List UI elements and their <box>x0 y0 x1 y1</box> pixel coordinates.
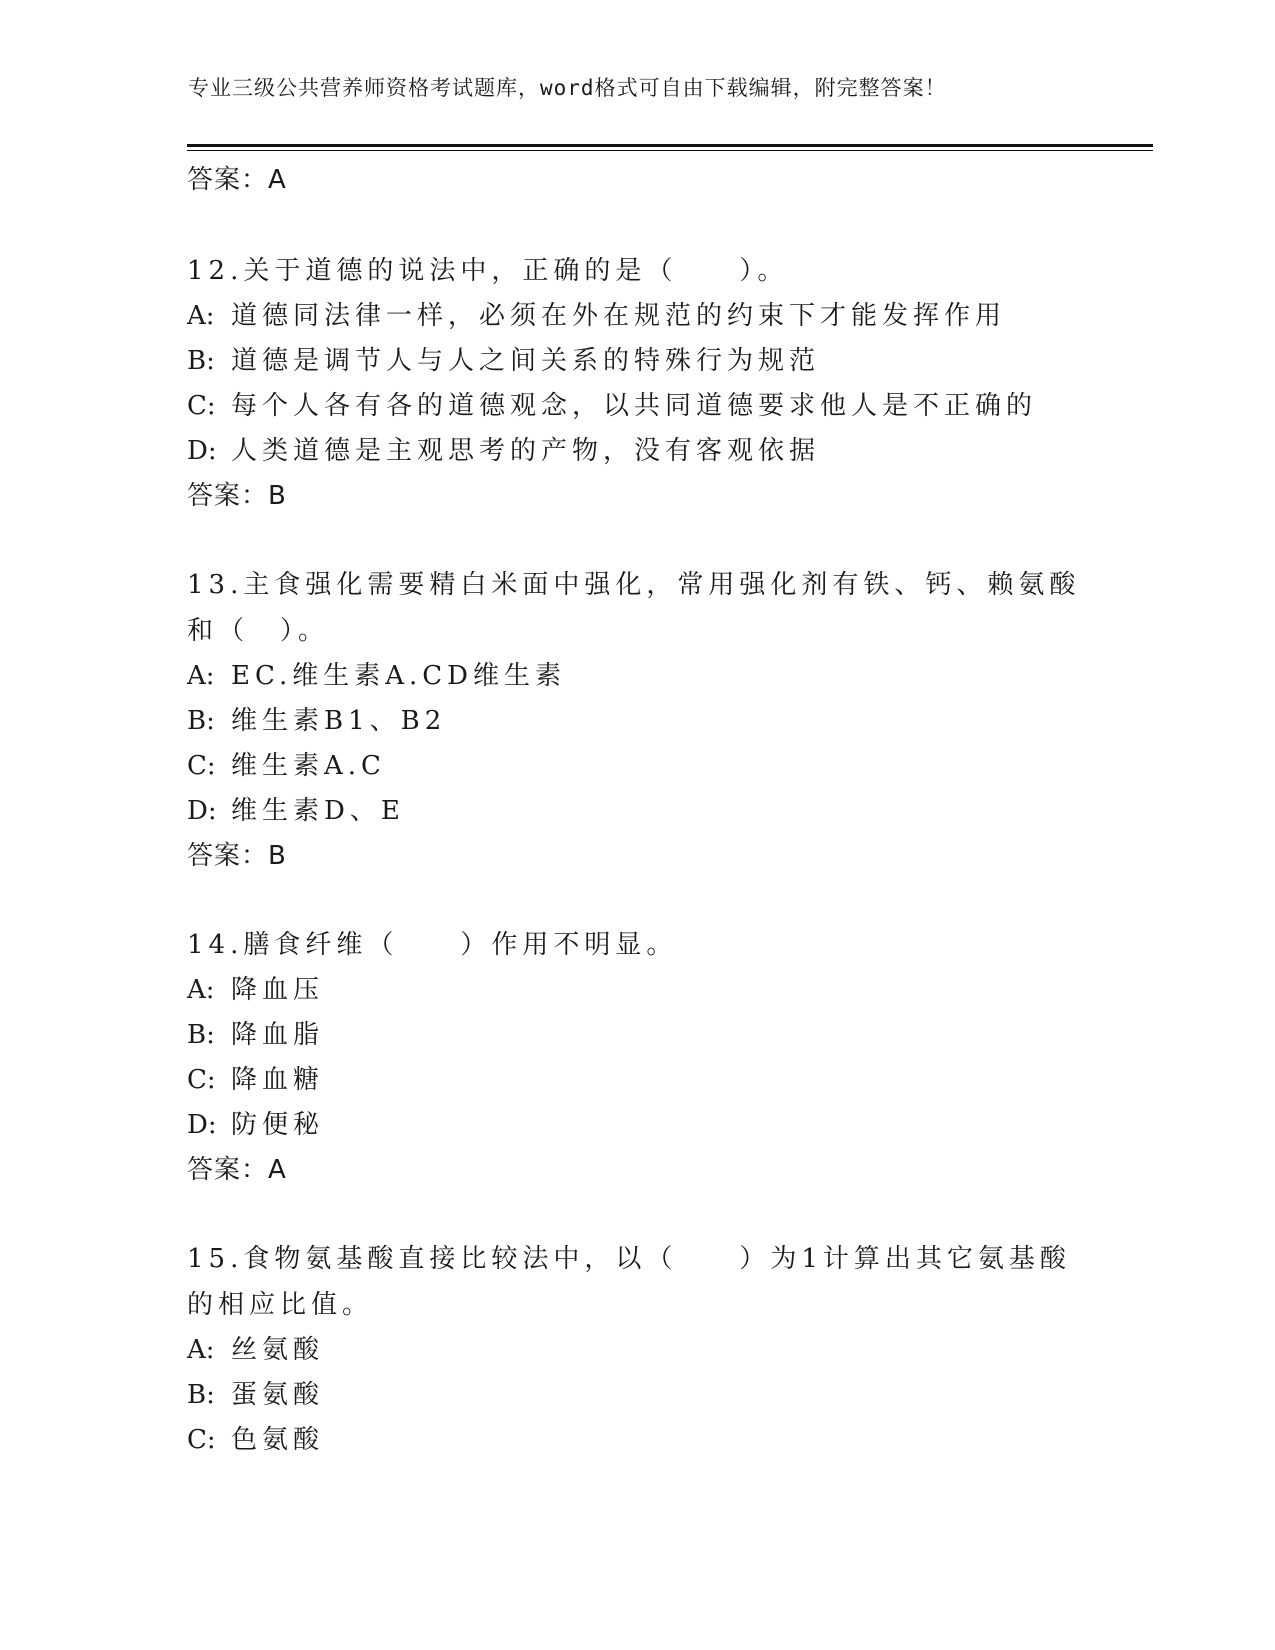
option-text: 色氨酸 <box>231 1425 325 1455</box>
question-13-option-c <box>187 744 1087 789</box>
option-text: 降血脂 <box>231 1020 325 1050</box>
option-text: 降血糖 <box>231 1065 325 1095</box>
option-key: B: <box>187 1020 215 1050</box>
option-key: B: <box>187 706 215 736</box>
option-key: A: <box>187 1335 215 1365</box>
option-key: C: <box>187 751 216 781</box>
option-text: 每个人各有各的道德观念，以共同道德要求他人是不正确的 <box>231 391 1038 421</box>
question-12-option-a <box>187 294 1087 339</box>
question-content <box>187 158 1087 1463</box>
header-rule-thick <box>187 144 1153 147</box>
option-key: D: <box>187 796 217 826</box>
option-text: 维生素D、E <box>231 796 405 826</box>
question-12-option-b <box>187 339 1087 384</box>
question-13-answer: 答案：B <box>187 841 287 871</box>
question-14-option-c <box>187 1058 1087 1103</box>
option-text: 降血压 <box>231 975 325 1005</box>
option-text: 蛋氨酸 <box>231 1380 325 1410</box>
option-key: B: <box>187 346 215 376</box>
option-key: D: <box>187 1110 217 1140</box>
option-key: C: <box>187 1065 216 1095</box>
question-12-option-d <box>187 429 1087 474</box>
question-15: 15.食物氨基酸直接比较法中，以（ ）为1计算出其它氨基酸的相应比值。 <box>187 1244 1071 1320</box>
leading-answer: 答案：A <box>187 165 287 195</box>
option-key: A: <box>187 975 215 1005</box>
question-14-option-a <box>187 968 1087 1013</box>
question-15-option-c <box>187 1418 1087 1463</box>
question-13-option-a <box>187 654 1087 699</box>
page-header: 专业三级公共营养师资格考试题库，word格式可自由下载编辑，附完整答案！ <box>188 76 947 100</box>
question-14-answer: 答案：A <box>187 1155 287 1185</box>
option-key: A: <box>187 661 215 691</box>
option-text: EC.维生素A.CD维生素 <box>231 661 566 691</box>
option-key: C: <box>187 1425 216 1455</box>
option-text: 防便秘 <box>231 1110 325 1140</box>
question-14-option-d <box>187 1103 1087 1148</box>
question-14-option-b <box>187 1013 1087 1058</box>
option-text: 人类道德是主观思考的产物，没有客观依据 <box>231 436 821 466</box>
question-12-option-c <box>187 384 1087 429</box>
question-13-option-b <box>187 699 1087 744</box>
option-key: B: <box>187 1380 215 1410</box>
option-text: 维生素B1、B2 <box>231 706 447 736</box>
option-text: 道德是调节人与人之间关系的特殊行为规范 <box>231 346 821 376</box>
question-15-option-b <box>187 1373 1087 1418</box>
option-text: 丝氨酸 <box>231 1335 325 1365</box>
question-13-option-d <box>187 789 1087 834</box>
question-13: 13.主食强化需要精白米面中强化，常用强化剂有铁、钙、赖氨酸和（ ）。 <box>187 570 1081 646</box>
option-key: C: <box>187 391 216 421</box>
question-12-answer: 答案：B <box>187 481 287 511</box>
option-key: D: <box>187 436 217 466</box>
header-rule-thin <box>187 150 1153 151</box>
question-14: 14.膳食纤维（ ）作用不明显。 <box>187 930 678 960</box>
option-key: A: <box>187 301 215 331</box>
question-12: 12.关于道德的说法中，正确的是（ ）。 <box>187 256 789 286</box>
question-15-option-a <box>187 1328 1087 1373</box>
option-text: 维生素A.C <box>231 751 386 781</box>
option-text: 道德同法律一样，必须在外在规范的约束下才能发挥作用 <box>231 301 1007 331</box>
